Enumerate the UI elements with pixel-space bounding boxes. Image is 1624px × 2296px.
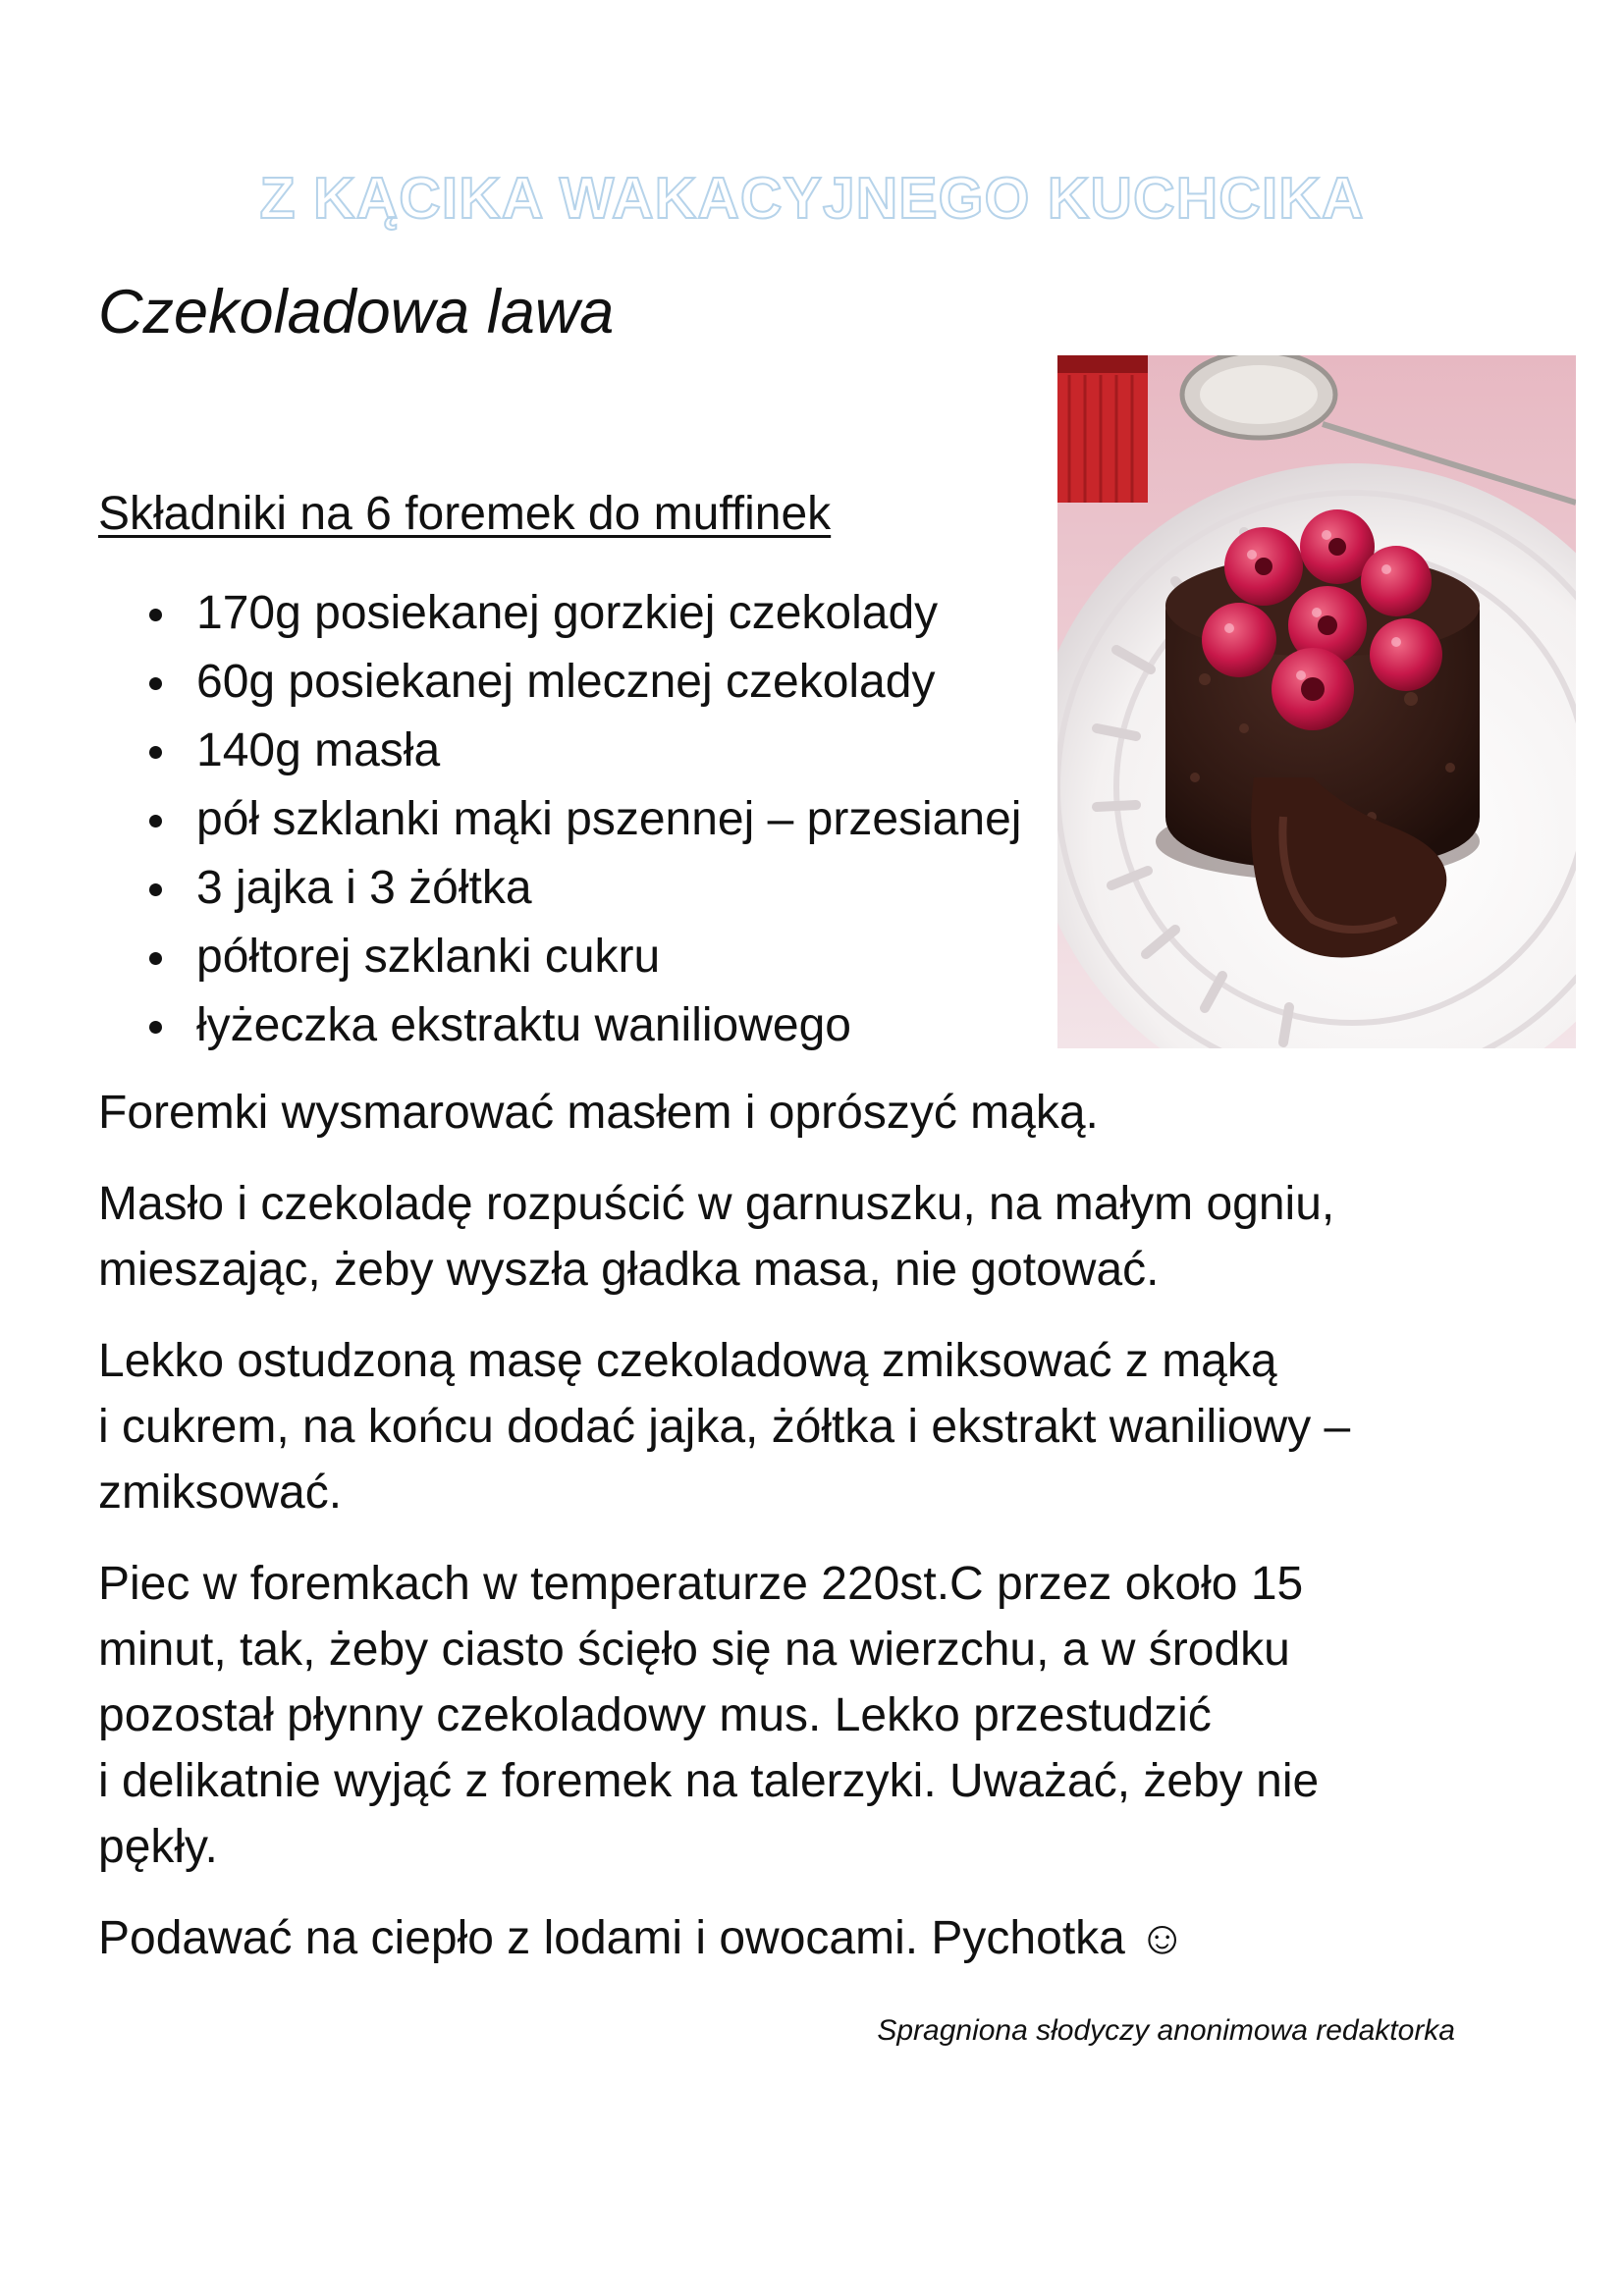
step-line: Foremki wysmarować masłem i oprószyć mąką. xyxy=(98,1087,1099,1139)
ingredient-item: półtorej szklanki cukru xyxy=(145,923,1058,991)
step-line: Lekko ostudzoną masę czekoladową zmiksować z mąką xyxy=(98,1335,1277,1387)
ingredient-item: 60g posiekanej mlecznej czekolady xyxy=(145,648,1058,717)
author-signature: Spragniona słodyczy anonimowa redaktorka xyxy=(877,2014,1455,2047)
step-line: Masło i czekoladę rozpuścić w garnuszku, na małym ogniu, xyxy=(98,1178,1335,1230)
step-line: zmiksować. xyxy=(98,1467,343,1519)
step-line: mieszając, żeby wyszła gładka masa, nie gotować. xyxy=(98,1244,1160,1296)
instruction-step xyxy=(98,1551,1492,1880)
step-line: Podawać na ciepło z lodami i owocami. Pychotka ☺ xyxy=(98,1912,1187,1964)
ingredient-item: 140g masła xyxy=(145,717,1058,785)
ingredient-item: 3 jajka i 3 żółtka xyxy=(145,854,1058,923)
step-line: Piec w foremkach w temperaturze 220st.C przez około 15 xyxy=(98,1558,1304,1610)
ingredient-item: 170g posiekanej gorzkiej czekolady xyxy=(145,579,1058,648)
section-banner: Z KĄCIKA WAKACYJNEGO KUCHCIKA xyxy=(259,166,1365,231)
recipe-title: Czekoladowa lawa xyxy=(98,278,615,347)
instruction-step xyxy=(98,1080,1492,1146)
lava-cake-photo xyxy=(1057,355,1576,1048)
step-line: i delikatnie wyjąć z foremek na talerzyki. Uważać, żeby nie xyxy=(98,1755,1320,1807)
step-line: pękły. xyxy=(98,1821,218,1873)
step-line: i cukrem, na końcu dodać jajka, żółtka i ekstrakt waniliowy – xyxy=(98,1401,1351,1453)
ingredients-heading: Składniki na 6 foremek do muffinek xyxy=(98,488,832,540)
ingredient-item: łyżeczka ekstraktu waniliowego xyxy=(145,991,1058,1060)
ingredient-list xyxy=(145,579,1058,1060)
instruction-step xyxy=(98,1171,1492,1303)
step-line: pozostał płynny czekoladowy mus. Lekko przestudzić xyxy=(98,1689,1212,1741)
recipe-instructions xyxy=(98,1080,1492,1997)
step-line: minut, tak, żeby ciasto ścięło się na wierzchu, a w środku xyxy=(98,1624,1290,1676)
instruction-step xyxy=(98,1328,1492,1525)
ingredient-item: pół szklanki mąki pszennej – przesianej xyxy=(145,785,1058,854)
instruction-step xyxy=(98,1905,1492,1971)
